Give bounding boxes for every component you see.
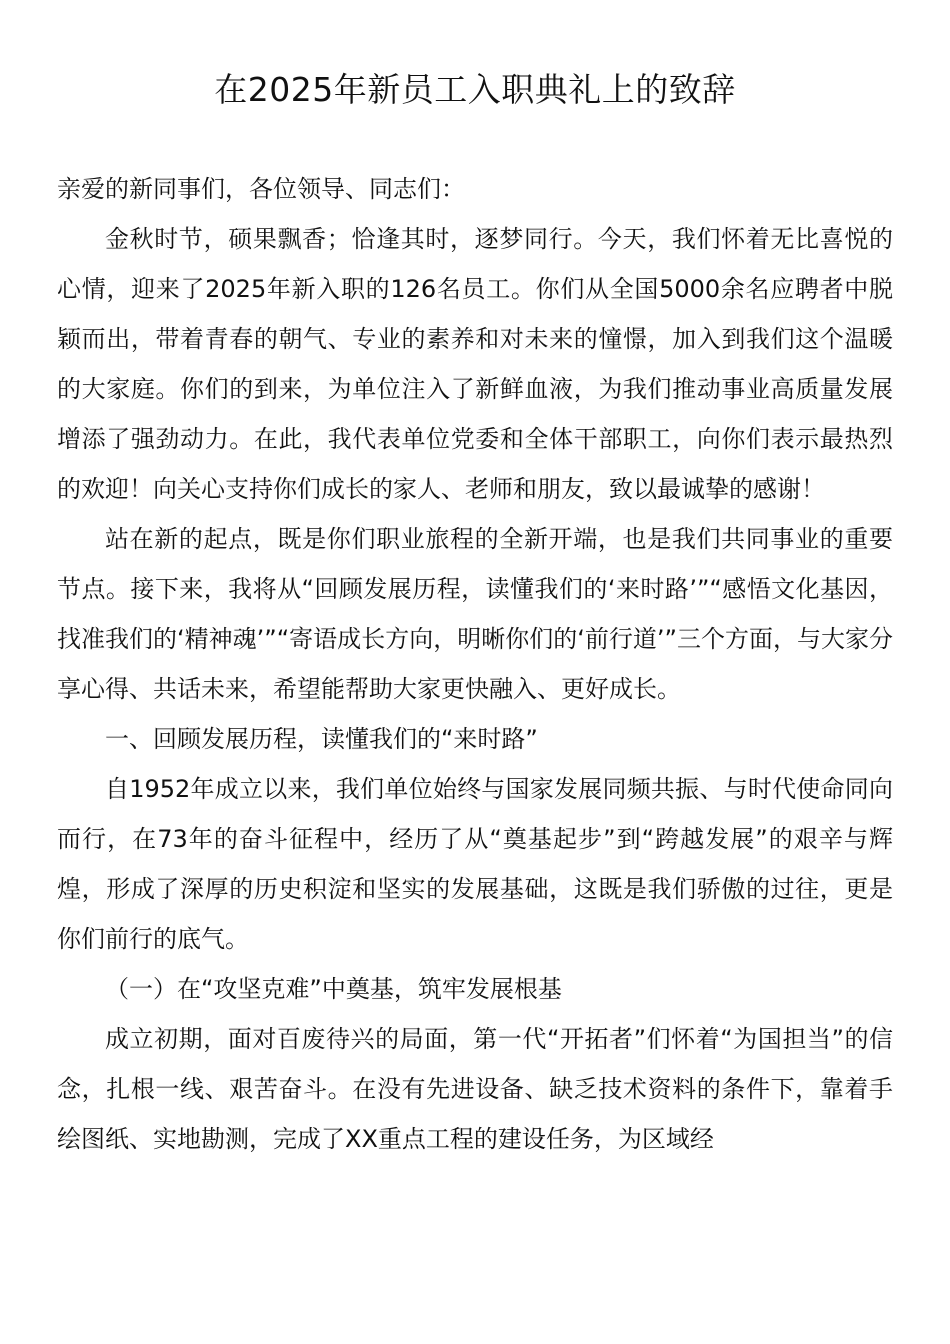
document-body <box>57 164 893 1164</box>
section-heading-1: 一、回顾发展历程，读懂我们的“来时路” <box>105 725 538 753</box>
subsection-heading-1: （一）在“攻坚克难”中奠基，筑牢发展根基 <box>105 975 562 1003</box>
document-title: 在2025年新员工入职典礼上的致辞 <box>214 70 736 109</box>
salutation: 亲爱的新同事们，各位领导、同志们： <box>57 175 465 203</box>
section-paragraph-1: 自1952年成立以来，我们单位始终与国家发展同频共振、与时代使命同向而行，在73年的奋斗征程中，经历了从“奠基起步”到“跨越发展”的艰辛与辉煌，形成了深厚的历史积淀和坚实的发展基础，这既是我们骄傲的过往，更是你们前行的底气。 <box>57 775 893 953</box>
paragraph-overview: 站在新的起点，既是你们职业旅程的全新开端，也是我们共同事业的重要节点。接下来，我将从“回顾发展历程，读懂我们的‘来时路’”“感悟文化基因，找准我们的‘精神魂’”“寄语成长方向，明晰你们的‘前行道’”三个方面，与大家分享心得、共话未来，希望能帮助大家更快融入、更好成长。 <box>57 525 893 703</box>
paragraph-welcome: 金秋时节，硕果飘香；恰逢其时，逐梦同行。今天，我们怀着无比喜悦的心情，迎来了2025年新入职的126名员工。你们从全国5000余名应聘者中脱颖而出，带着青春的朝气、专业的素养和对未来的憧憬，加入到我们这个温暖的大家庭。你们的到来，为单位注入了新鲜血液，为我们推动事业高质量发展增添了强劲动力。在此，我代表单位党委和全体干部职工，向你们表示最热烈的欢迎！向关心支持你们成长的家人、老师和朋友，致以最诚挚的感谢！ <box>57 225 893 503</box>
subsection-paragraph-1: 成立初期，面对百废待兴的局面，第一代“开拓者”们怀着“为国担当”的信念，扎根一线、艰苦奋斗。在没有先进设备、缺乏技术资料的条件下，靠着手绘图纸、实地勘测，完成了XX重点工程的建设任务，为区域经 <box>57 1025 893 1153</box>
